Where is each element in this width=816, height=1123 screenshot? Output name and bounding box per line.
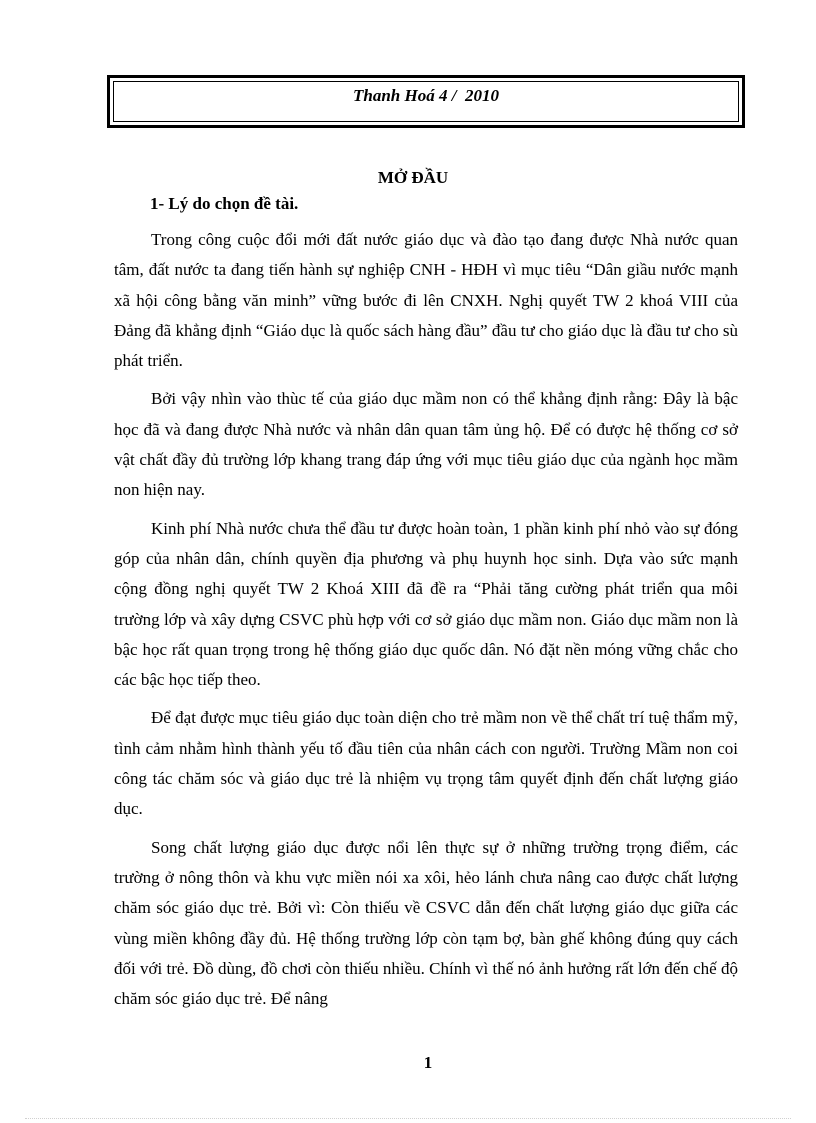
header-text: Thanh Hoá 4 / 2010 xyxy=(353,85,499,105)
paragraph-3: Kinh phí Nhà nước chưa thể đầu tư được hoàn toàn, 1 phần kinh phí nhỏ vào sự đóng góp của nhân dân, chính quyền địa phương và phụ huynh học sinh. Dựa vào sức mạnh cộng đồng nghị quyết TW 2 Khoá XIII đã đề ra “Phải tăng cường phát triển qua môi trường lớp và xây dựng CSVC phù hợp với cơ sở giáo dục mầm non. Giáo dục mầm non là bậc học rất quan trọng trong hệ thống giáo dục quốc dân. Nó đặt nền móng vững chắc cho các bậc học tiếp theo. xyxy=(114,518,738,690)
page-bottom-divider xyxy=(25,1118,791,1119)
sub-heading: 1- Lý do chọn đề tài. xyxy=(150,194,299,213)
header-inner-border xyxy=(113,81,739,122)
paragraph-2: Bởi vậy nhìn vào thùc tế của giáo dục mầm non có thể khẳng định rằng: Đây là bậc học đã và đang được Nhà nước và nhân dân quan tâm ủng hộ. Để có được hệ thống cơ sở vật chất đầy đủ trường lớp khang trang đáp ứng với mục tiêu giáo dục của ngành học mầm non hiện nay. xyxy=(114,389,738,500)
paragraph-5: Song chất lượng giáo dục được nổi lên thực sự ở những trường trọng điểm, các trường ở nông thôn và khu vực miền nói xa xôi, hẻo lánh chưa nâng cao được chất lượng chăm sóc giáo dục trẻ. Bởi vì: Còn thiếu về CSVC dẫn đến chất lượng giáo dục giữa các vùng miền không đầy đủ. Hệ thống trường lớp còn tạm bợ, bàn ghế không đúng quy cách đối với trẻ. Đồ dùng, đồ chơi còn thiếu nhiều. Chính vì thế nó ảnh hưởng rất lớn đến chế độ chăm sóc giáo dục trẻ. Để nâng xyxy=(114,837,738,1009)
page-number: 1 xyxy=(423,1053,433,1072)
section-title: MỞ ĐẦU xyxy=(377,168,449,187)
paragraph-4: Để đạt được mục tiêu giáo dục toàn diện cho trẻ mầm non về thể chất trí tuệ thẩm mỹ, tình cảm nhằm hình thành yếu tố đầu tiên của nhân cách con người. Trường Mầm non coi công tác chăm sóc và giáo dục trẻ là nhiệm vụ trọng tâm quyết định đến chất lượng giáo dục. xyxy=(114,708,738,819)
header-box xyxy=(107,75,745,128)
paragraph-1: Trong công cuộc đổi mới đất nước giáo dục và đào tạo đang được Nhà nước quan tâm, đất nước ta đang tiến hành sự nghiệp CNH - HĐH vì mục tiêu “Dân giầu nước mạnh xã hội công bằng văn minh” vững bước đi lên CNXH. Nghị quyết TW 2 khoá VIII của Đảng đã khẳng định “Giáo dục là quốc sách hàng đầu” đầu tư cho giáo dục là đầu tư cho sù phát triển. xyxy=(114,230,738,371)
body-text xyxy=(114,225,738,1022)
